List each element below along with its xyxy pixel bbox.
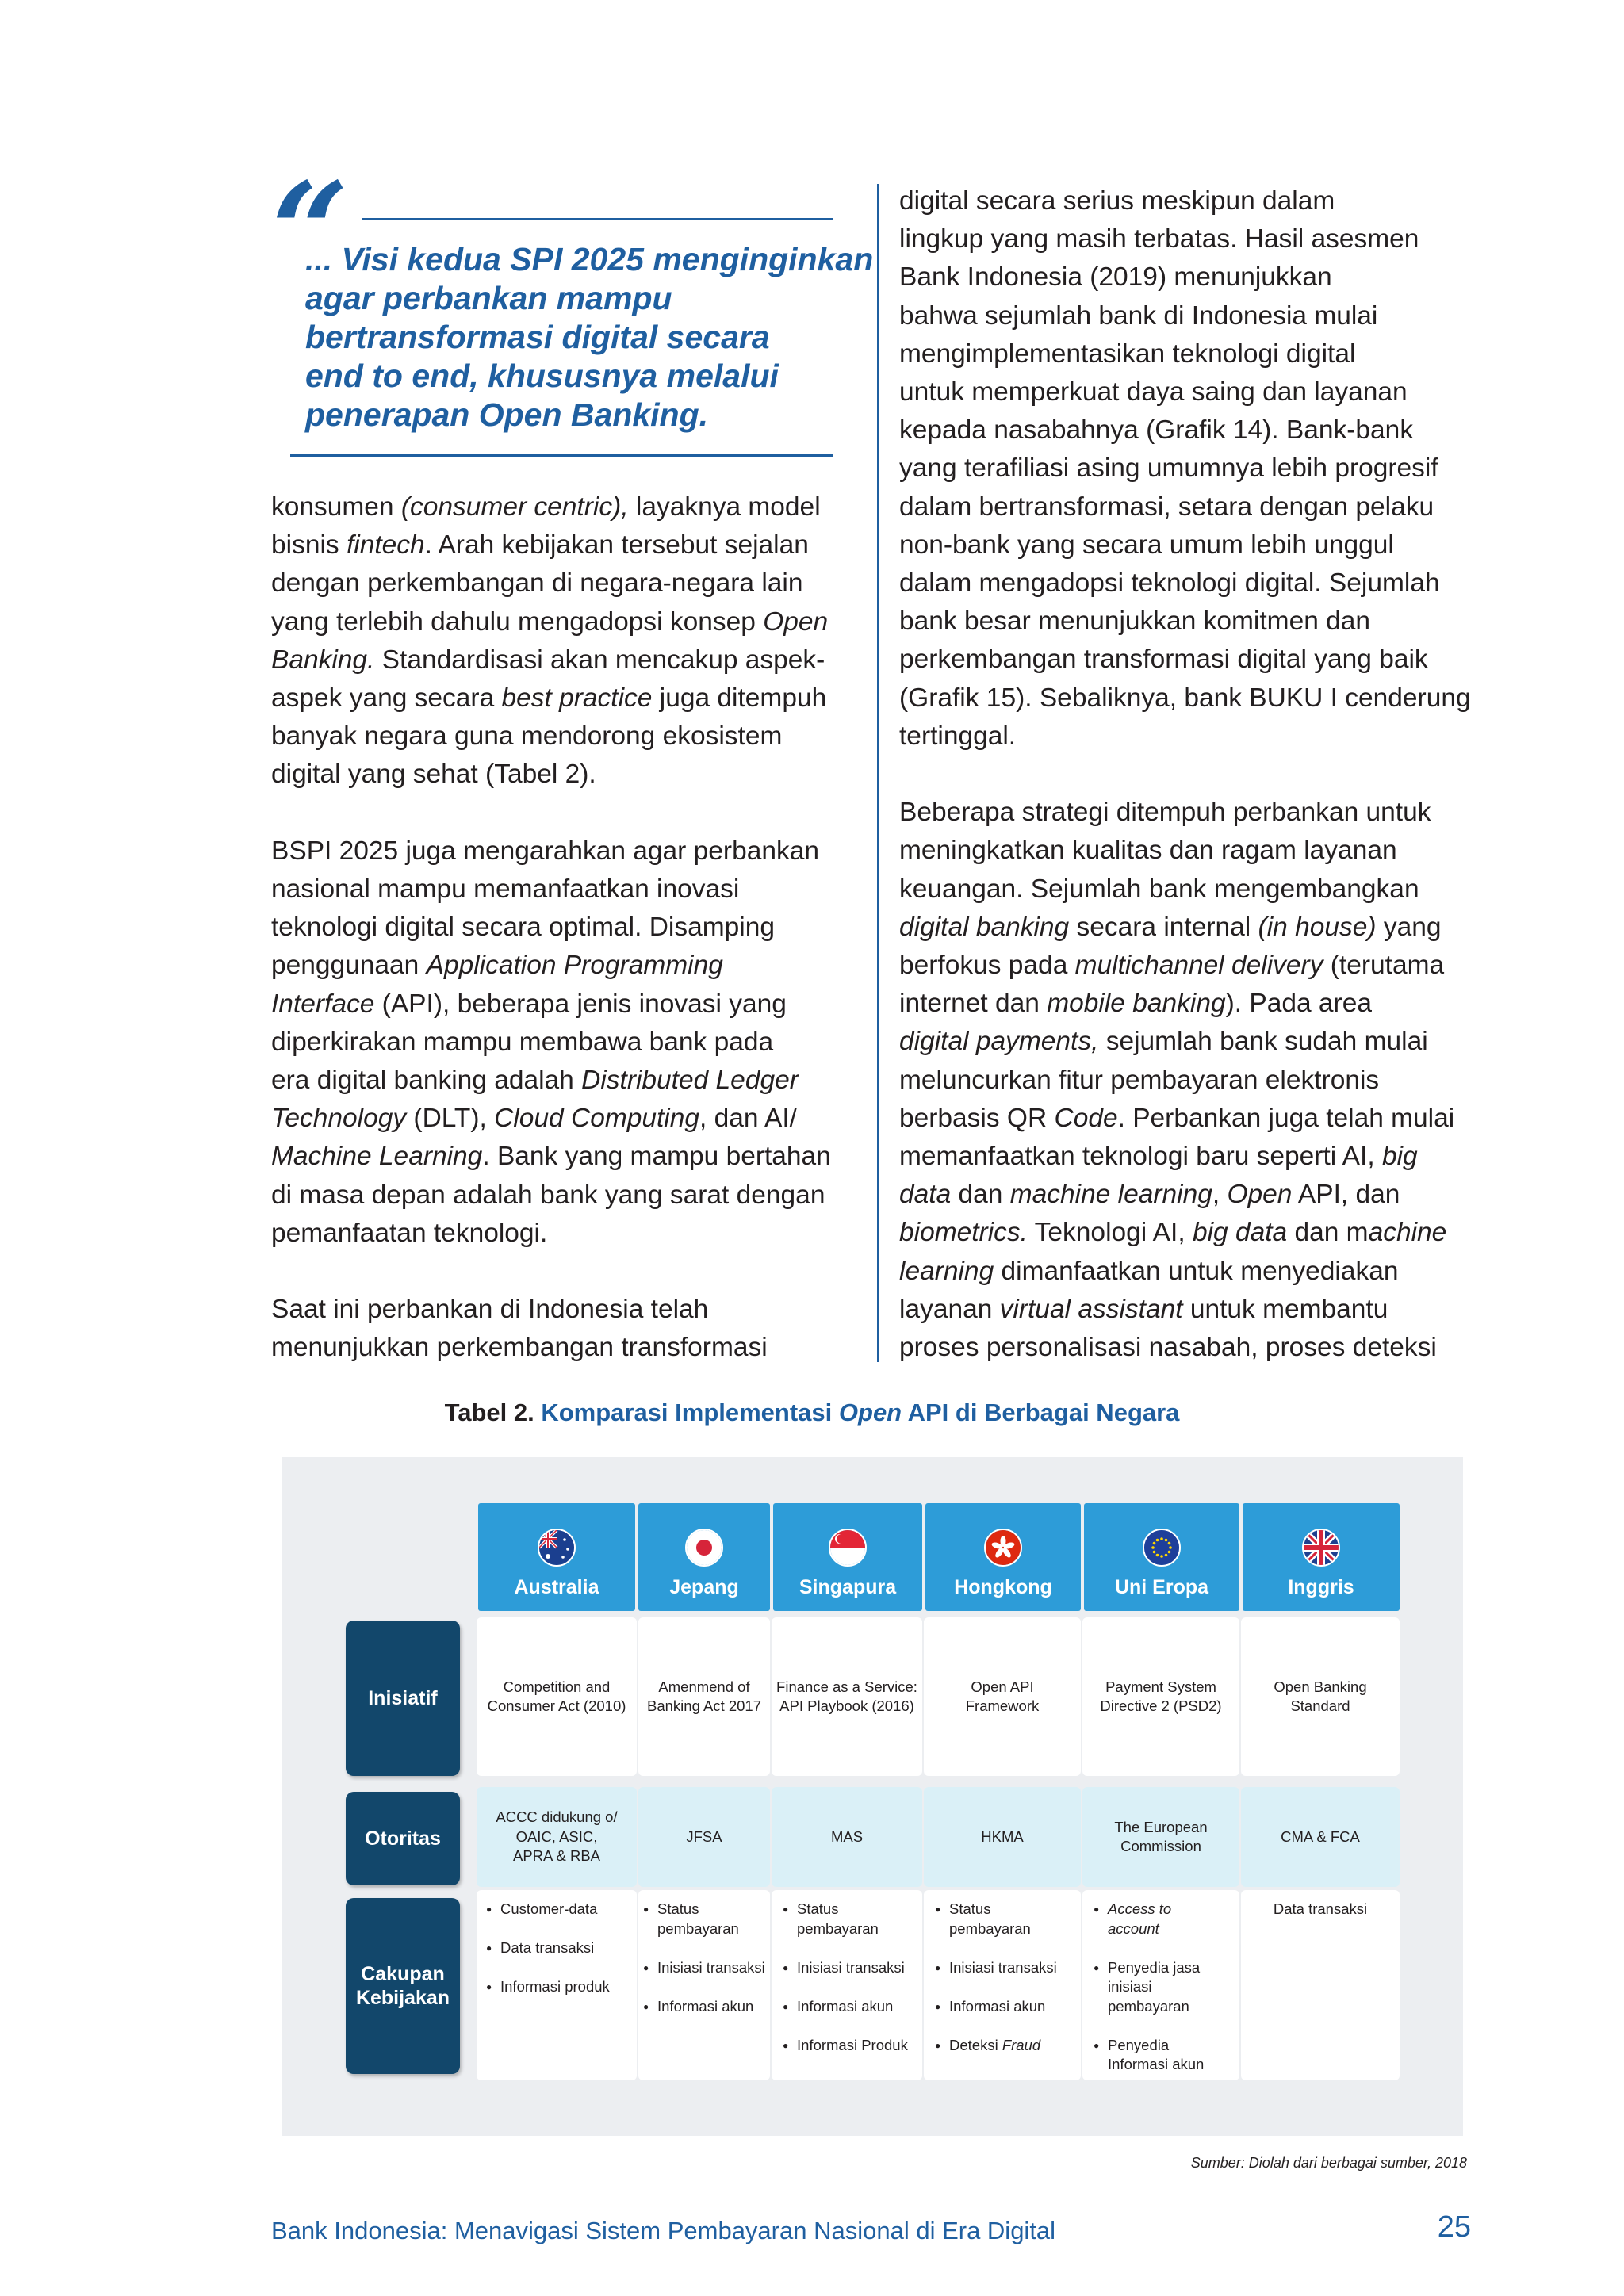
australia-flag-icon xyxy=(538,1529,576,1567)
list-item: ● Inisiasi transaksi xyxy=(779,1958,922,1978)
left-paragraph-2: BSPI 2025 juga mengarahkan agar perbankan nasional mampu memanfaatkan inovasi teknologi digital secara optimal. Disamping penggunaan Application Programming Interface (API), beberapa jenis inovasi yang diperkirakan mampu membawa bank pada era digital banking adalah Distributed Ledger Technology (DLT), Cloud Computing, dan AI/ Machine Learning. Bank yang mampu bertahan di masa depan adalah bank yang sarat dengan pemanfaatan teknologi. xyxy=(271,836,831,1248)
list-item: ● Inisiasi transaksi xyxy=(640,1958,770,1978)
cell-otoritas-uni-eropa: The European Commission xyxy=(1082,1787,1239,1887)
cell-cakupan-singapura xyxy=(772,1890,922,2080)
table-source: Sumber: Diolah dari berbagai sumber, 2018 xyxy=(1190,2155,1467,2171)
list-item: ● Status pembayaran xyxy=(779,1900,922,1938)
list-item: ● Inisiasi transaksi xyxy=(932,1958,1081,1978)
country-name: Australia xyxy=(514,1576,599,1598)
pull-quote xyxy=(305,240,874,434)
quote-rule-bottom xyxy=(290,454,833,457)
page-number: 25 xyxy=(1437,2210,1471,2244)
right-paragraph-2: Beberapa strategi ditempuh perbankan untuk meningkatkan kualitas dan ragam layanan keuangan. Sejumlah bank mengembangkan digital banking secara internal (in house) yang berfokus pada multichannel delivery (terutama internet dan mobile banking). Pada area digital payments, sejumlah bank sudah mulai meluncurkan fitur pembayaran elektronis berbasis QR Code. Perbankan juga telah mulai memanfaatkan teknologi baru seperti AI, big data dan machine learning, Open API, dan biometrics. Teknologi AI, big data dan machine learning dimanfaatkan untuk menyediakan layanan virtual assistant untuk membantu proses personalisasi nasabah, proses deteksi xyxy=(899,798,1455,1363)
quote-mark: “ xyxy=(271,153,349,312)
list-item: ● Informasi Produk xyxy=(779,2036,922,2056)
cell-otoritas-australia: ACCC didukung o/ OAIC, ASIC, APRA & RBA xyxy=(477,1787,637,1887)
row-header-cakupan-kebijakan: Cakupan Kebijakan xyxy=(346,1898,460,2074)
eu-flag-icon xyxy=(1143,1529,1181,1567)
quote-line: penerapan Open Banking. xyxy=(305,396,709,433)
singapore-flag-icon xyxy=(829,1529,867,1567)
country-header-australia xyxy=(478,1503,635,1611)
right-column xyxy=(899,182,1478,1367)
quote-line: bertransformasi digital secara xyxy=(305,319,770,355)
country-name: Inggris xyxy=(1288,1576,1354,1598)
cell-inisiatif-inggris: Open Banking Standard xyxy=(1241,1617,1400,1776)
country-name: Uni Eropa xyxy=(1114,1576,1209,1598)
country-name: Jepang xyxy=(669,1576,739,1598)
cell-otoritas-hongkong: HKMA xyxy=(924,1787,1081,1887)
cell-cakupan-hongkong xyxy=(924,1890,1081,2080)
list-item: ● Status pembayaran xyxy=(932,1900,1081,1938)
cell-cakupan-australia xyxy=(477,1890,637,2080)
cell-inisiatif-singapura: Finance as a Service: API Playbook (2016) xyxy=(772,1617,922,1776)
right-paragraph-1: digital secara serius meskipun dalam lingkup yang masih terbatas. Hasil asesmen Bank Indonesia (2019) menunjukkan bahwa sejumlah bank di Indonesia mulai mengimplementasikan teknologi digital untuk memperkuat daya saing dan layanan kepada nasabahnya (Grafik 14). Bank-bank yang terafiliasi asing umumnya lebih progresif dalam bertransformasi, setara dengan pelaku non-bank yang secara umum lebih unggul dalam mengadopsi teknologi digital. Sejumlah bank besar menunjukkan komitmen dan perkembangan transformasi digital yang baik (Grafik 15). Sebaliknya, bank BUKU I cenderung tertinggal. xyxy=(899,186,1471,751)
list-item: ● Status pembayaran xyxy=(640,1900,770,1938)
list-item: ● Informasi akun xyxy=(640,1997,770,2017)
column-divider xyxy=(877,184,879,1362)
cell-cakupan-uni-eropa xyxy=(1082,1890,1239,2080)
cell-cakupan-inggris: Data transaksi xyxy=(1241,1890,1400,2080)
country-name: Singapura xyxy=(799,1576,897,1598)
list-item: ● Penyedia jasa inisiasi pembayaran xyxy=(1090,1958,1239,2017)
left-paragraph-1: konsumen (consumer centric), layaknya model bisnis fintech. Arah kebijakan tersebut sejalan dengan perkembangan di negara-negara lain yang terlebih dahulu mengadopsi konsep Open Banking. Standardisasi akan mencakup aspek- aspek yang secara best practice juga ditempuh banyak negara guna mendorong ekosistem digital yang sehat (Tabel 2). xyxy=(271,492,829,790)
row-header-otoritas: Otoritas xyxy=(346,1792,460,1885)
country-header-uni-eropa xyxy=(1084,1503,1239,1611)
japan-flag-icon xyxy=(685,1529,723,1567)
quote-line: agar perbankan mampu xyxy=(305,280,672,316)
country-header-singapura xyxy=(773,1503,922,1611)
cell-cakupan-jepang xyxy=(638,1890,770,2080)
left-column xyxy=(271,488,850,1368)
uk-flag-icon xyxy=(1302,1529,1340,1567)
list-item: ● Deteksi Fraud xyxy=(932,2036,1081,2056)
list-item: ● Access to account xyxy=(1090,1900,1239,1938)
row-header-inisiatif: Inisiatif xyxy=(346,1621,460,1776)
list-item: ● Informasi produk xyxy=(483,1977,637,1997)
list-item: ● Penyedia Informasi akun xyxy=(1090,2036,1239,2075)
quote-line: end to end, khususnya melalui xyxy=(305,358,779,394)
cell-inisiatif-uni-eropa: Payment System Directive 2 (PSD2) xyxy=(1082,1617,1239,1776)
cell-otoritas-jepang: JFSA xyxy=(638,1787,770,1887)
list-item: ● Data transaksi xyxy=(483,1938,637,1958)
quote-rule-top xyxy=(362,218,833,220)
country-header-inggris xyxy=(1243,1503,1400,1611)
cell-otoritas-singapura: MAS xyxy=(772,1787,922,1887)
hongkong-flag-icon xyxy=(984,1529,1022,1567)
footer-publication-title: Bank Indonesia: Menavigasi Sistem Pembayaran Nasional di Era Digital xyxy=(271,2217,1056,2244)
list-item: ● Informasi akun xyxy=(932,1997,1081,2017)
left-paragraph-3: Saat ini perbankan di Indonesia telah menunjukkan perkembangan transformasi xyxy=(271,1295,768,1363)
cell-inisiatif-hongkong: Open API Framework xyxy=(924,1617,1081,1776)
cell-inisiatif-jepang: Amenmend of Banking Act 2017 xyxy=(638,1617,770,1776)
country-name: Hongkong xyxy=(954,1576,1052,1598)
quote-line: ... Visi kedua SPI 2025 menginginkan xyxy=(305,241,874,277)
country-header-hongkong xyxy=(925,1503,1081,1611)
cell-otoritas-inggris: CMA & FCA xyxy=(1241,1787,1400,1887)
list-item: ● Informasi akun xyxy=(779,1997,922,2017)
cell-inisiatif-australia: Competition and Consumer Act (2010) xyxy=(477,1617,637,1776)
list-item: ● Customer-data xyxy=(483,1900,637,1919)
country-header-jepang xyxy=(638,1503,770,1611)
table-title: Tabel 2. Komparasi Implementasi Open API di Berbagai Negara xyxy=(444,1399,1180,1426)
